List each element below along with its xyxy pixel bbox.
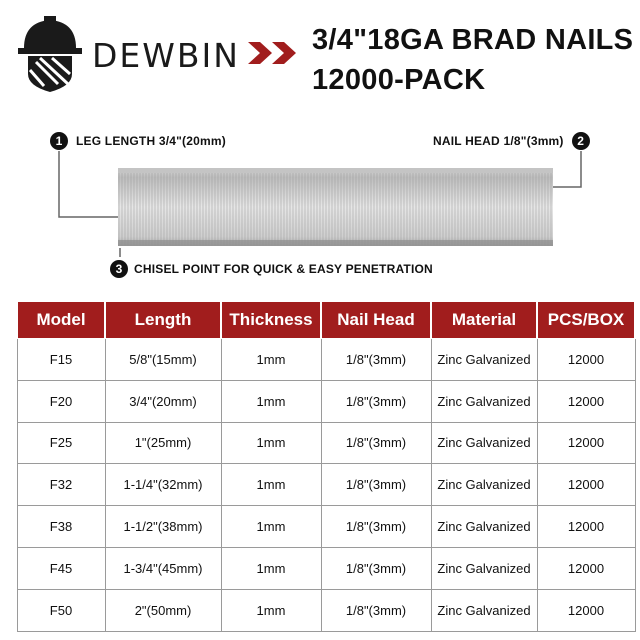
cell-material: Zinc Galvanized xyxy=(431,422,537,464)
table-row xyxy=(17,589,635,631)
cell-thickness: 1mm xyxy=(221,589,321,631)
cell-nail-head: 1/8"(3mm) xyxy=(321,589,431,631)
cell-model: F38 xyxy=(17,506,105,548)
cell-pcs-box: 12000 xyxy=(537,380,635,422)
callout-leg-length xyxy=(50,132,226,150)
cell-material: Zinc Galvanized xyxy=(431,506,537,548)
cell-thickness: 1mm xyxy=(221,547,321,589)
table-row xyxy=(17,422,635,464)
header-pcs-box: PCS/BOX xyxy=(537,302,635,339)
cell-nail-head: 1/8"(3mm) xyxy=(321,464,431,506)
cell-pcs-box: 12000 xyxy=(537,464,635,506)
cell-model: F25 xyxy=(17,422,105,464)
cell-material: Zinc Galvanized xyxy=(431,547,537,589)
cell-length: 3/4"(20mm) xyxy=(105,380,221,422)
cell-thickness: 1mm xyxy=(221,464,321,506)
product-title-line1: 3/4"18GA BRAD NAILS xyxy=(312,24,634,56)
cell-pcs-box: 12000 xyxy=(537,339,635,381)
cell-thickness: 1mm xyxy=(221,380,321,422)
cell-length: 1-1/2"(38mm) xyxy=(105,506,221,548)
table-row xyxy=(17,380,635,422)
spec-table xyxy=(16,301,636,632)
nail-diagram xyxy=(0,120,640,285)
table-row xyxy=(17,339,635,381)
cell-model: F32 xyxy=(17,464,105,506)
table-row xyxy=(17,464,635,506)
cell-nail-head: 1/8"(3mm) xyxy=(321,380,431,422)
cell-material: Zinc Galvanized xyxy=(431,380,537,422)
cell-nail-head: 1/8"(3mm) xyxy=(321,339,431,381)
cell-length: 5/8"(15mm) xyxy=(105,339,221,381)
cell-length: 1-3/4"(45mm) xyxy=(105,547,221,589)
nail-strip-image xyxy=(118,168,553,246)
cell-material: Zinc Galvanized xyxy=(431,339,537,381)
cell-model: F15 xyxy=(17,339,105,381)
cell-length: 2"(50mm) xyxy=(105,589,221,631)
cell-model: F20 xyxy=(17,380,105,422)
cell-length: 1"(25mm) xyxy=(105,422,221,464)
header-thickness: Thickness xyxy=(221,302,321,339)
helmet-shield-icon xyxy=(14,14,86,94)
product-title-line2: 12000-PACK xyxy=(312,64,486,96)
cell-thickness: 1mm xyxy=(221,422,321,464)
callout-number: 2 xyxy=(572,132,590,150)
cell-nail-head: 1/8"(3mm) xyxy=(321,422,431,464)
cell-pcs-box: 12000 xyxy=(537,422,635,464)
cell-model: F50 xyxy=(17,589,105,631)
callout-number: 1 xyxy=(50,132,68,150)
header-model: Model xyxy=(17,302,105,339)
cell-material: Zinc Galvanized xyxy=(431,589,537,631)
header xyxy=(0,0,640,110)
cell-thickness: 1mm xyxy=(221,506,321,548)
cell-pcs-box: 12000 xyxy=(537,589,635,631)
header-material: Material xyxy=(431,302,537,339)
brand-name: DEWBIN xyxy=(92,36,240,75)
table-header-row xyxy=(17,302,635,339)
callout-number: 3 xyxy=(110,260,128,278)
header-nail-head: Nail Head xyxy=(321,302,431,339)
callout-nail-head xyxy=(433,132,590,150)
cell-nail-head: 1/8"(3mm) xyxy=(321,506,431,548)
double-chevron-right-icon xyxy=(246,40,302,66)
cell-material: Zinc Galvanized xyxy=(431,464,537,506)
callout-text: CHISEL POINT FOR QUICK & EASY PENETRATION xyxy=(134,262,433,276)
cell-thickness: 1mm xyxy=(221,339,321,381)
cell-pcs-box: 12000 xyxy=(537,506,635,548)
table-row xyxy=(17,547,635,589)
cell-length: 1-1/4"(32mm) xyxy=(105,464,221,506)
callout-text: NAIL HEAD 1/8"(3mm) xyxy=(433,134,564,148)
cell-pcs-box: 12000 xyxy=(537,547,635,589)
cell-model: F45 xyxy=(17,547,105,589)
header-length: Length xyxy=(105,302,221,339)
table-row xyxy=(17,506,635,548)
callout-text: LEG LENGTH 3/4"(20mm) xyxy=(76,134,226,148)
callout-chisel-point xyxy=(110,260,433,278)
cell-nail-head: 1/8"(3mm) xyxy=(321,547,431,589)
